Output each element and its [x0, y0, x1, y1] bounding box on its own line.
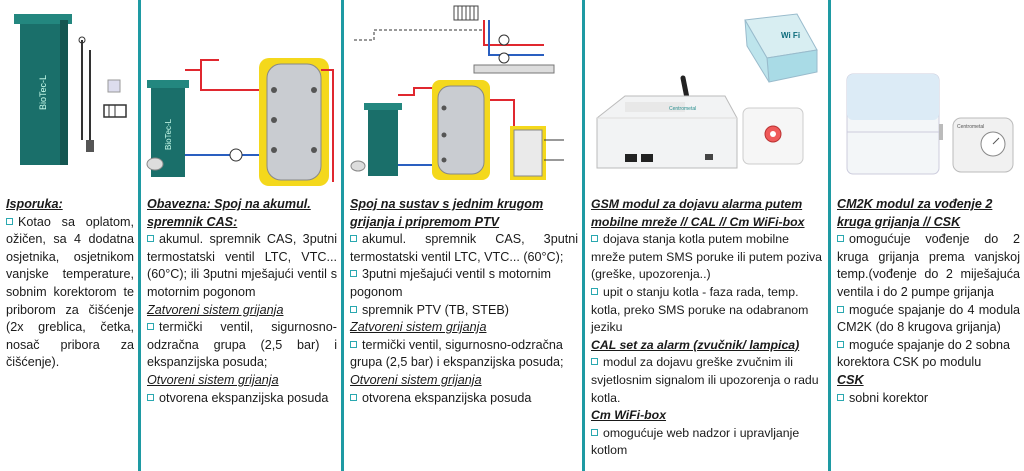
bullet-icon [350, 306, 357, 313]
gsm-item: upit o stanju kotla - faza rada, temp. kotla, preko SMS poruke na odabranom jeziku [591, 284, 809, 335]
csk-title: CSK [837, 372, 864, 387]
bullet-icon [591, 235, 598, 242]
boiler-delivery-illustration [0, 0, 138, 192]
room-corrector-icon [108, 80, 120, 92]
gsm-text [591, 196, 824, 460]
storage-text [147, 196, 337, 407]
closed-system-title: Zatvoreni sistem grijanja [147, 302, 284, 317]
bullet-icon [350, 341, 357, 348]
column-heating-circuit [344, 0, 582, 471]
column-delivery [0, 0, 138, 471]
delivery-heading: Isporuka: [6, 197, 63, 211]
boiler-brand-label: BioTec-L [38, 74, 48, 110]
heating-item: spremnik PTV (TB, STEB) [362, 302, 509, 317]
cm2k-item: omogućuje vođenje do 2 kruga grijanja prema vanjskoj temp.(vođenje do 2 miješajuća ventila i do 2 pumpe grijanja [837, 232, 1020, 299]
wifi-item: omogućuje web nadzor i upravljanje kotlom [591, 425, 800, 458]
hot-pipe [484, 20, 544, 45]
delivery-text [6, 196, 134, 372]
svg-text:BioTec-L: BioTec-L [164, 118, 173, 150]
open-system-item: otvorena ekspanzijska posuda [362, 390, 532, 405]
heating-circuit-text [350, 196, 578, 407]
bullet-icon [350, 235, 357, 242]
cm2k-module-illustration [831, 0, 1024, 192]
cal-title: CAL set za alarm (zvučnik/ lampica) [591, 337, 800, 352]
boiler-body [368, 108, 398, 176]
gsm-heading: GSM modul za dojavu alarma putem mobilne mreže // CAL // Cm WiFi-box [591, 197, 805, 229]
bullet-icon [350, 394, 357, 401]
gsm-item: dojava stanja kotla putem mobilne mreže putem SMS poruke ili putem poziva (greške, upozorenja..) [591, 232, 823, 282]
cm2k-item: moguće spajanje do 4 modula CM2K (do 8 krugova grijanja) [837, 302, 1020, 335]
svg-text:Wi Fi: Wi Fi [781, 31, 801, 40]
gsm-module-illustration [585, 0, 828, 192]
heating-system-illustration [344, 0, 582, 192]
delivery-body: Kotao sa oplatom, ožičen, sa 4 dodatna osjetnika, osjetnikom vanjske temperature, sobnim korektorom te priborom za čišćenje (2x greblica, četka, nosač pribora za čišćenje). [6, 214, 134, 370]
open-system-title: Otvoreni sistem grijanja [147, 372, 279, 387]
bullet-icon [837, 306, 844, 313]
bullet-icon [591, 288, 598, 295]
hot-pipe [185, 70, 261, 90]
antenna-icon [683, 78, 687, 98]
bullet-icon [591, 429, 598, 436]
open-system-item: otvorena ekspanzijska posuda [159, 390, 329, 405]
column-gsm-module [585, 0, 828, 471]
cm2k-text [837, 196, 1020, 407]
wifi-title: Cm WiFi-box [591, 408, 667, 423]
bullet-icon [6, 218, 13, 225]
heating-item: akumul. spremnik CAS, 3putni termostatski ventil LTC, VTC... (60°C); [350, 232, 578, 264]
pump-icon [499, 35, 509, 45]
svg-text:Centrometal: Centrometal [669, 106, 697, 112]
open-system-title: Otvoreni sistem grijanja [350, 372, 482, 387]
closed-system-title: Zatvoreni sistem grijanja [350, 320, 487, 335]
column-storage-connection [141, 0, 341, 471]
bullet-icon [591, 358, 598, 365]
heating-circuit-heading: Spoj na sustav s jednim krugom grijanja i pripremom PTV [350, 197, 544, 229]
bullet-icon [837, 394, 844, 401]
storage-tank-illustration [141, 0, 341, 192]
closed-system-item: termički ventil, sigurnosno-odzračna grupa (2,5 bar) i ekspanzijska posuda; [147, 320, 337, 370]
bullet-icon [837, 341, 844, 348]
bullet-icon [147, 323, 154, 330]
cal-item: modul za dojavu greške zvučnim ili svjetlosnim signalom ili upozorenja o radu kotla. [591, 355, 819, 405]
bullet-icon [147, 394, 154, 401]
pump-icon [230, 149, 242, 161]
dhw-tank [514, 130, 542, 176]
cm2k-heading: CM2K modul za vođenje 2 kruga grijanja // CSK [837, 197, 993, 229]
bullet-icon [350, 270, 357, 277]
svg-text:Centrometal: Centrometal [957, 124, 985, 130]
storage-item: akumul. spremnik CAS, 3putni termostatski ventil LTC, VTC... (60°C); ili 3putni mješajući ventil s motornim pogonom [147, 232, 337, 299]
storage-heading: Obavezna: Spoj na akumul. spremnik CAS: [147, 197, 311, 229]
closed-system-item: termički ventil, sigurnosno-odzračna grupa (2,5 bar) i ekspanzijska posuda; [350, 337, 564, 370]
csk-item: sobni korektor [849, 390, 929, 405]
column-cm2k-module [831, 0, 1024, 471]
bullet-icon [837, 235, 844, 242]
cm2k-item: moguće spajanje do 2 sobna korektora CSK po modulu [837, 337, 1011, 370]
heating-item: 3putni mješajući ventil s motornim pogonom [350, 267, 551, 299]
cold-pipe [489, 20, 544, 55]
bullet-icon [147, 235, 154, 242]
